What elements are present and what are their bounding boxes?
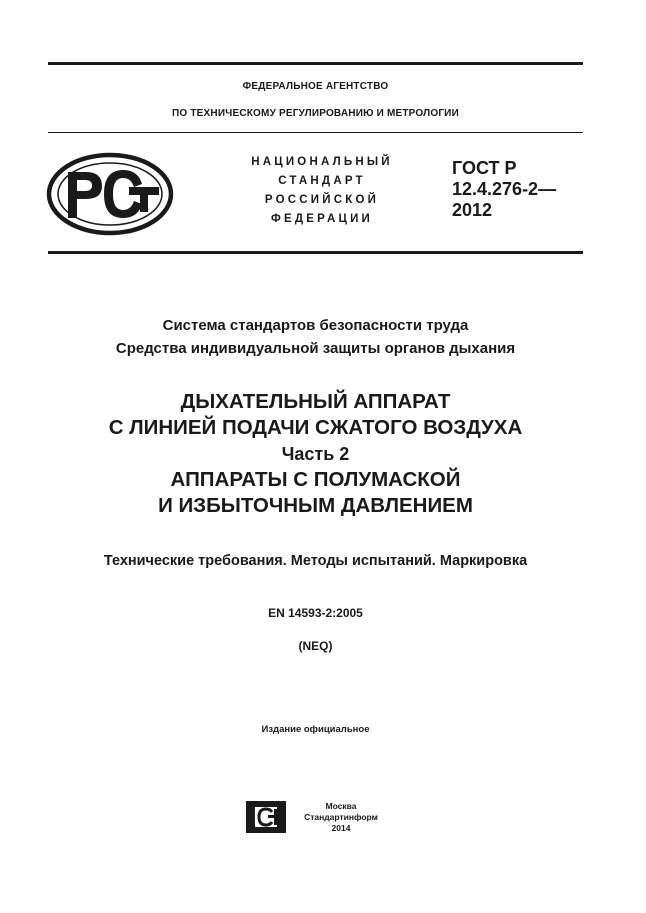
designation-line: ГОСТ Р — [452, 158, 517, 178]
title-line: ДЫХАТЕЛЬНЫЙ АППАРАТ — [180, 390, 451, 413]
title-line: И ИЗБЫТОЧНЫМ ДАВЛЕНИЕМ — [158, 494, 473, 517]
header-bottom-rule — [48, 251, 583, 254]
equivalence-degree: (NEQ) — [298, 639, 333, 653]
document-title — [48, 389, 583, 519]
publisher-block — [293, 801, 389, 834]
standartinform-logo-icon — [246, 801, 286, 833]
publication-year: 2014 — [331, 823, 351, 833]
series-line: Средства индивидуальной защиты органов дыхания — [115, 340, 516, 357]
publisher-city: Москва — [325, 801, 357, 811]
title-part: Часть 2 — [281, 444, 350, 464]
designation-line: 12.4.276-2— — [452, 179, 557, 199]
top-rule — [48, 62, 583, 65]
national-standard-line: ФЕДЕРАЦИИ — [270, 213, 374, 225]
standard-designation — [452, 158, 592, 221]
national-standard-label — [222, 153, 422, 229]
national-standard-line: НАЦИОНАЛЬНЫЙ — [251, 156, 393, 168]
rst-logo-icon — [46, 152, 174, 236]
national-standard-line: РОССИЙСКОЙ — [264, 194, 380, 206]
title-line: АППАРАТЫ С ПОЛУМАСКОЙ — [170, 468, 461, 491]
designation-line: 2012 — [452, 200, 493, 220]
agency-rule — [48, 132, 583, 133]
document-subtitle: Технические требования. Методы испытаний. Маркировка — [103, 553, 528, 569]
reference-standard: EN 14593-2:2005 — [268, 606, 363, 620]
edition-label: Издание официальное — [261, 724, 370, 735]
standards-series — [48, 314, 583, 360]
agency-name-line2: ПО ТЕХНИЧЕСКОМУ РЕГУЛИРОВАНИЮ И МЕТРОЛОГИИ — [172, 108, 459, 119]
title-line: С ЛИНИЕЙ ПОДАЧИ СЖАТОГО ВОЗДУХА — [108, 416, 523, 439]
agency-name-line1: ФЕДЕРАЛЬНОЕ АГЕНТСТВО — [242, 81, 389, 92]
series-line: Система стандартов безопасности труда — [162, 317, 469, 334]
national-standard-line: СТАНДАРТ — [278, 175, 366, 187]
publisher-name: Стандартинформ — [304, 812, 378, 822]
